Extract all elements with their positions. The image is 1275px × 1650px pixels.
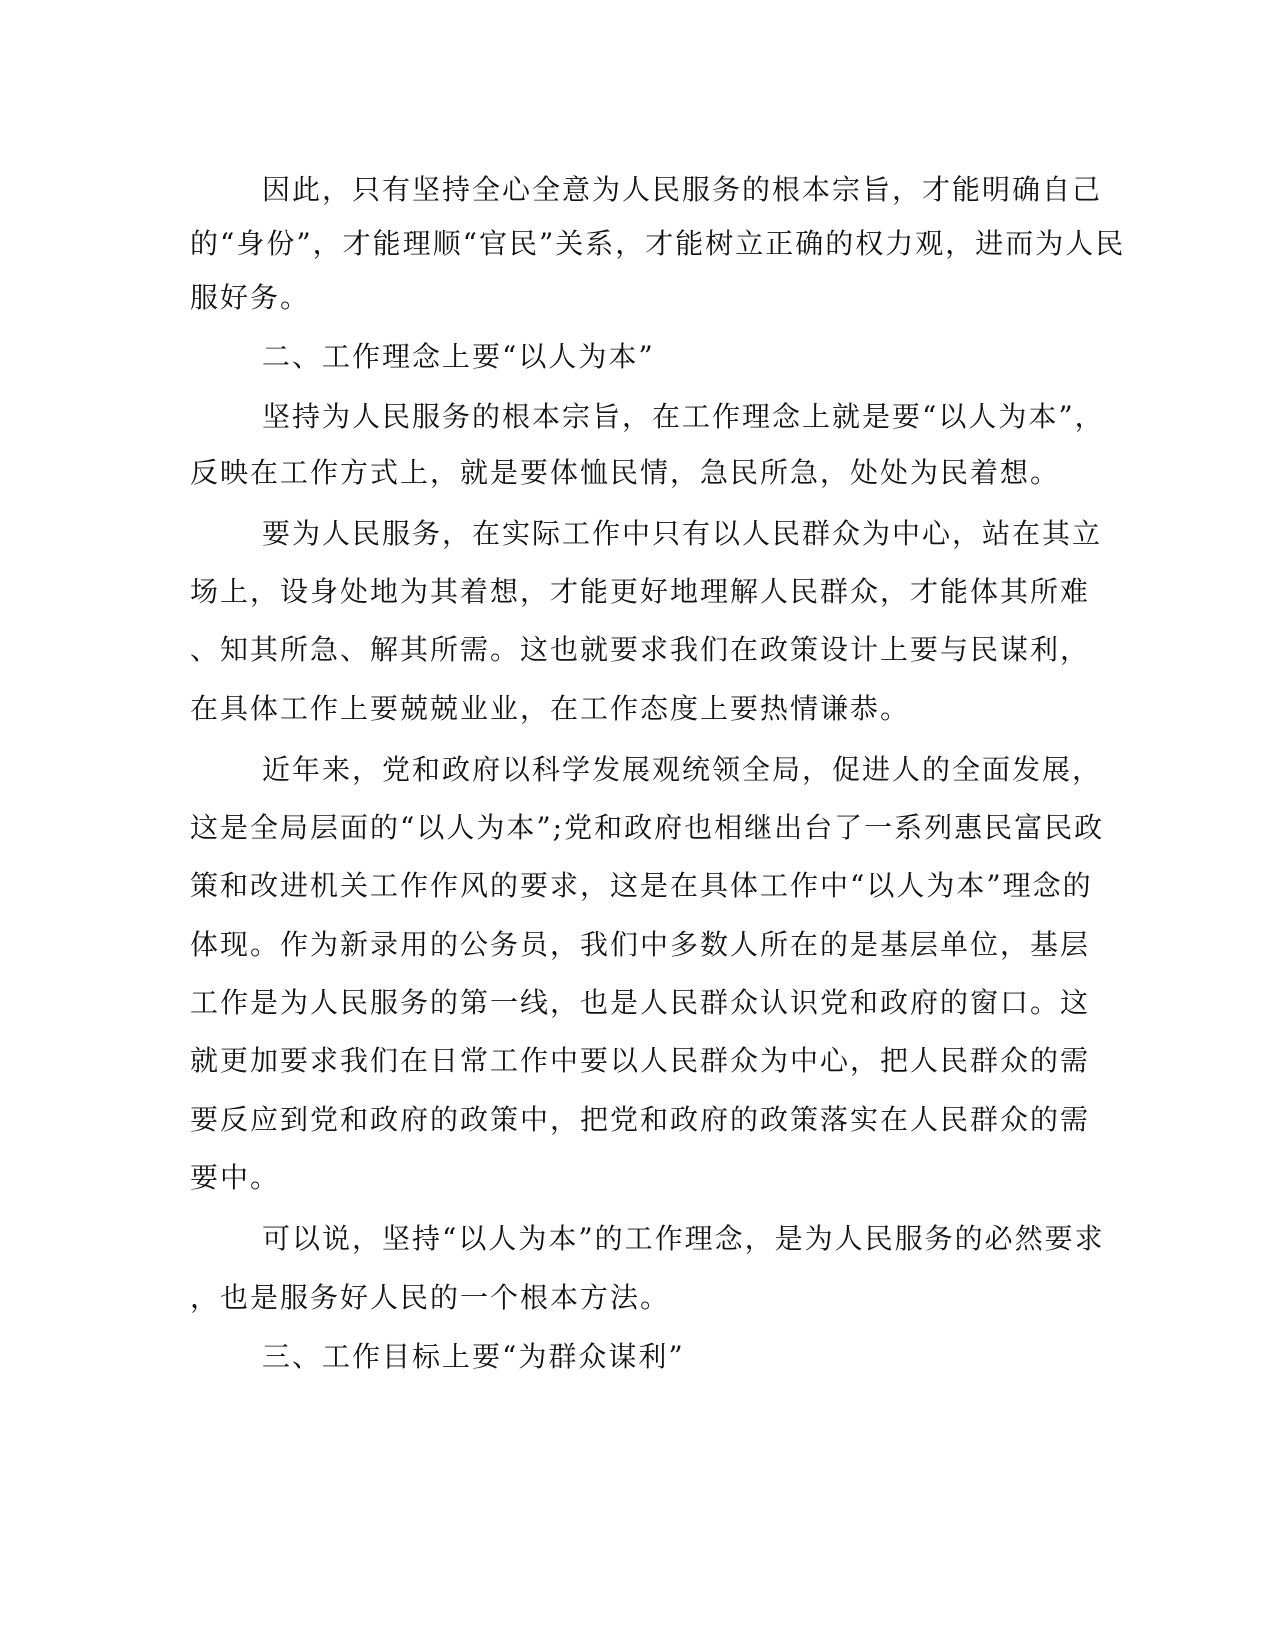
paragraph-line: 服好务。 (190, 281, 311, 314)
paragraph-line: ，也是服务好人民的一个根本方法。 (190, 1281, 671, 1314)
paragraph-line: 要为人民服务，在实际工作中只有以人民群众为中心，站在其立 (262, 517, 1103, 550)
paragraph-line: 在具体工作上要兢兢业业，在工作态度上要热情谦恭。 (190, 692, 911, 725)
paragraph-line: 就更加要求我们在日常工作中要以人民群众为中心，把人民群众的需 (190, 1044, 1091, 1077)
paragraph-line: 反映在工作方式上，就是要体恤民情，急民所急，处处为民着想。 (190, 456, 1061, 489)
paragraph-line: 要中。 (190, 1161, 281, 1194)
paragraph-line: 、知其所急、解其所需。这也就要求我们在政策设计上要与民谋利， (190, 633, 1091, 666)
paragraph-line: 策和改进机关工作作风的要求，这是在具体工作中“以人为本”理念的 (190, 869, 1093, 902)
paragraph-line: 这是全局层面的“以人为本”;党和政府也相继出台了一系列惠民富民政 (190, 811, 1105, 844)
paragraph-line: 体现。作为新录用的公务员，我们中多数人所在的是基层单位，基层 (190, 928, 1091, 961)
paragraph-line: 的“身份”，才能理顺“官民”关系，才能树立正确的权力观，进而为人民 (190, 227, 1126, 260)
paragraph-line: 工作是为人民服务的第一线，也是人民群众认识党和政府的窗口。这 (190, 986, 1091, 1019)
section-heading: 二、工作理念上要“以人为本” (262, 340, 655, 373)
paragraph-line: 坚持为人民服务的根本宗旨，在工作理念上就是要“以人为本”， (262, 400, 1105, 433)
paragraph-line: 可以说，坚持“以人为本”的工作理念，是为人民服务的必然要求 (262, 1222, 1105, 1255)
paragraph-line: 场上，设身处地为其着想，才能更好地理解人民群众，才能体其所难 (190, 575, 1091, 608)
section-heading: 三、工作目标上要“为群众谋利” (262, 1340, 685, 1373)
paragraph-line: 要反应到党和政府的政策中，把党和政府的政策落实在人民群众的需 (190, 1103, 1091, 1136)
paragraph-line: 近年来，党和政府以科学发展观统领全局，促进人的全面发展， (262, 753, 1103, 786)
paragraph-line: 因此，只有坚持全心全意为人民服务的根本宗旨，才能明确自己 (262, 173, 1103, 206)
